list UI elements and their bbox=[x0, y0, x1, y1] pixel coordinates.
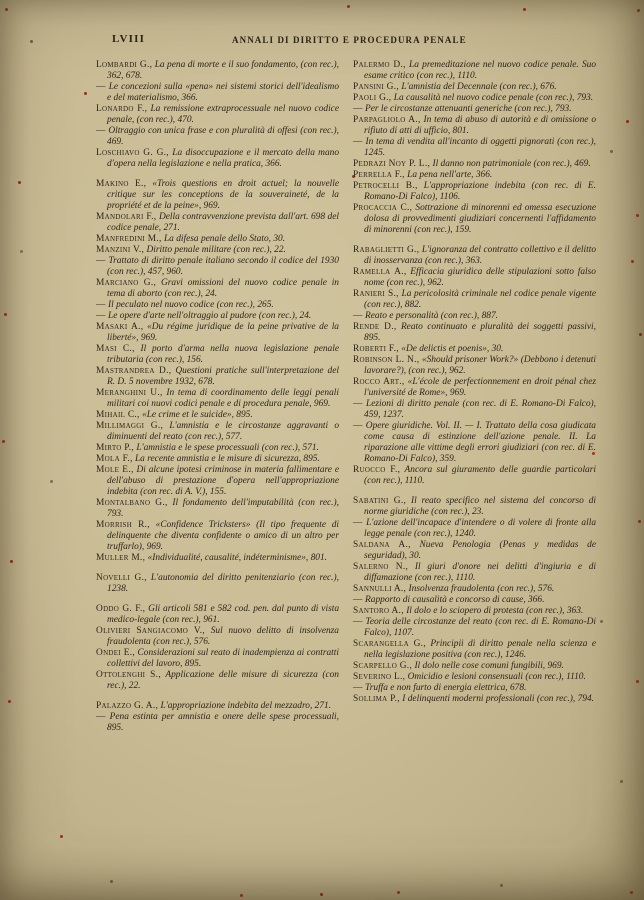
index-entry bbox=[96, 388, 339, 410]
entry-text: «Should prisoner Work?» (Debbono i detenuti lavorare?), (con rec.), 962. bbox=[364, 355, 596, 376]
index-entry bbox=[96, 454, 339, 465]
entry-author: Mirto P., bbox=[96, 443, 135, 453]
entry-text: La premeditazione nel nuovo codice penale. Suo esame critico (con rec.), 1110. bbox=[364, 60, 597, 81]
index-entry bbox=[353, 203, 596, 236]
index-entry bbox=[353, 421, 596, 465]
entry-author: Sollima P., bbox=[353, 694, 400, 704]
entry-author: Robinson L. N., bbox=[353, 355, 420, 365]
entry-author: Masi C., bbox=[96, 344, 135, 354]
entry-text: L'amnistia e le circostanze aggravanti o diminuenti del reato (con rec.), 577. bbox=[107, 421, 340, 442]
entry-author: Santoro A., bbox=[353, 606, 404, 616]
entry-text: L'ignoranza del contratto collettivo e il delitto di inosservanza (con rec.), 363. bbox=[364, 245, 597, 266]
index-entry bbox=[353, 496, 596, 518]
index-entry bbox=[96, 256, 339, 278]
entry-author: Marciano G., bbox=[96, 278, 157, 288]
index-entry bbox=[96, 104, 339, 126]
index-entry bbox=[353, 60, 596, 82]
entry-text: Omicidio e lesioni consensuali (con rec.), 1110. bbox=[407, 672, 586, 682]
index-entry bbox=[96, 604, 339, 626]
entry-text: L'appropriazione indebita del mezzadro, 271. bbox=[160, 701, 332, 711]
index-entry bbox=[353, 595, 596, 606]
entry-author: Rocco Art., bbox=[353, 377, 405, 387]
entry-author: Loschiavo G. G., bbox=[96, 148, 169, 158]
index-entry bbox=[353, 245, 596, 267]
entry-text: Applicazione delle misure di sicurezza (con rec.), 22. bbox=[107, 670, 339, 691]
entry-text: La pena nell'arte, 366. bbox=[407, 170, 493, 180]
entry-text: L'amnistia e le spese processuali (con rec.), 571. bbox=[136, 443, 319, 453]
entry-author: Palermo D., bbox=[353, 60, 406, 70]
entry-author: — bbox=[353, 421, 363, 431]
entry-author: Millimaggi G., bbox=[96, 421, 164, 431]
entry-text: I delinquenti moderni professionali (con rec.), 794. bbox=[402, 694, 595, 704]
entry-text: Insolvenza fraudolenta (con rec.), 576. bbox=[408, 584, 555, 594]
entry-text: Truffa e non furto di energia elettrica, 678. bbox=[365, 683, 527, 693]
entry-author: Saldana A., bbox=[353, 540, 411, 550]
entry-author: Sabatini G., bbox=[353, 496, 407, 506]
index-entry bbox=[96, 366, 339, 388]
index-entry bbox=[96, 712, 339, 734]
entry-text: Diritto penale militare (con rec.), 22. bbox=[146, 245, 286, 255]
index-entry bbox=[96, 573, 339, 595]
index-entry bbox=[96, 410, 339, 421]
index-entry bbox=[353, 115, 596, 137]
entry-text: Efficacia giuridica delle stipulazioni sotto falso nome (con rec.), 962. bbox=[364, 267, 596, 288]
entry-text: «Trois questions en droit actuel; la nouvelle critique sur les conceptions de la souveraineté, de la propriété et de la peine», 969. bbox=[107, 179, 339, 211]
index-entry bbox=[96, 670, 339, 692]
entry-author: — bbox=[96, 311, 106, 321]
entry-author: Pedrazi Noy P. L., bbox=[353, 159, 431, 169]
index-entry bbox=[353, 672, 596, 683]
entry-author: — bbox=[96, 256, 106, 266]
entry-text: La disoccupazione e il mercato della mano d'opera nella legislazione e nella pratica, 366. bbox=[107, 148, 340, 169]
entry-text: Lezioni di diritto penale (con rec. di E. Romano-Di Falco), 459, 1237. bbox=[364, 399, 596, 420]
index-entry bbox=[96, 520, 339, 553]
entry-text: Ancora sul giuramento delle guardie particolari (con rec.), 1110. bbox=[364, 465, 596, 486]
entry-text: La causalità nel nuovo codice penale (con rec.), 793. bbox=[393, 93, 594, 103]
entry-author: — bbox=[353, 617, 363, 627]
entry-author: Mola F., bbox=[96, 454, 133, 464]
index-entry bbox=[353, 104, 596, 115]
entry-author: Ruocco F., bbox=[353, 465, 401, 475]
index-entry bbox=[353, 170, 596, 181]
index-entry bbox=[353, 355, 596, 377]
entry-text: La difesa penale dello Stato, 30. bbox=[163, 234, 286, 244]
index-entry bbox=[96, 648, 339, 670]
entry-author: Makino E., bbox=[96, 179, 147, 189]
index-entry bbox=[96, 322, 339, 344]
entry-author: Meranghini U., bbox=[96, 388, 163, 398]
index-entry bbox=[96, 234, 339, 245]
entry-author: Manfredini M., bbox=[96, 234, 162, 244]
entry-text: Principii di diritto penale nella scienza e nella legislazione positiva (con rec.), 1246. bbox=[364, 639, 596, 660]
entry-author: Montalbano G., bbox=[96, 498, 168, 508]
entry-text: Trattato di diritto penale italiano secondo il codice del 1930 (con rec.), 457, 960. bbox=[107, 256, 339, 277]
entry-author: Ondei E., bbox=[96, 648, 136, 658]
entry-text: In tema di abuso di autorità e di omissione o rifiuto di atti di ufficio, 801. bbox=[364, 115, 597, 136]
entry-author: Severino L., bbox=[353, 672, 406, 682]
entry-text: Il fondamento dell'imputabilità (con rec.), 793. bbox=[107, 498, 339, 519]
entry-author: Mandolari F., bbox=[96, 212, 157, 222]
index-entry bbox=[353, 311, 596, 322]
index-column-left bbox=[96, 60, 339, 734]
entry-text: Sottrazione di minorenni ed omessa esecuzione dolosa di provvedimenti giudiziari concernenti l'affidamento di minorenni (con rec.), 159. bbox=[364, 203, 596, 235]
entry-author: Parpagliolo A., bbox=[353, 115, 421, 125]
running-title: ANNALI DI DIRITTO E PROCEDURA PENALE bbox=[232, 35, 467, 45]
entry-text: Le opere d'arte nell'oltraggio al pudore (con rec.), 24. bbox=[108, 311, 312, 321]
entry-text: L'amnistia del Decennale (con rec.), 676. bbox=[401, 82, 557, 92]
entry-text: Per le circostanze attenuanti generiche (con rec.), 793. bbox=[365, 104, 572, 114]
entry-author: Lombardi G., bbox=[96, 60, 153, 70]
entry-text: Oltraggio con unica frase e con pluralità di offesi (con rec.), 469. bbox=[107, 126, 339, 147]
entry-author: — bbox=[353, 683, 363, 693]
index-entry bbox=[96, 126, 339, 148]
index-entry bbox=[353, 289, 596, 311]
entry-text: Il giuri d'onore nei delitti d'ingiuria e di diffamazione (con rec.), 1110. bbox=[364, 562, 597, 583]
entry-text: Il reato specifico nel sistema del concorso di norme giuridiche (con rec.), 23. bbox=[364, 496, 596, 517]
entry-author: Mole E., bbox=[96, 465, 134, 475]
entry-text: Di alcune ipotesi criminose in materia fallimentare e dell'abuso di prestazione d'opera nell'appropriazione indebita (con rec. di A. V.), 155. bbox=[107, 465, 339, 497]
entry-author: — bbox=[96, 82, 106, 92]
entry-text: Questioni pratiche sull'interpretazione del R. D. 5 novembre 1932, 678. bbox=[107, 366, 339, 387]
entry-author: Oddo G. F., bbox=[96, 604, 146, 614]
index-entry bbox=[96, 701, 339, 712]
page-number: LVIII bbox=[112, 33, 146, 45]
entry-text: Considerazioni sul reato di inadempienza ai contratti collettivi del lavoro, 895. bbox=[107, 648, 339, 669]
entry-author: — bbox=[96, 126, 106, 136]
entry-text: Le concezioni sulla «pena» nei sistemi storici dell'idealismo e del materialismo, 366. bbox=[107, 82, 340, 103]
entry-text: La pena di morte e il suo fondamento, (con rec.), 362, 678. bbox=[107, 60, 339, 81]
index-entry bbox=[353, 93, 596, 104]
index-entry bbox=[96, 421, 339, 443]
entry-text: «Le crime et le suicide», 895. bbox=[142, 410, 253, 420]
entry-text: In tema di coordinamento delle leggi penali militari coi nuovi codici penale e di procedura penale, 969. bbox=[107, 388, 339, 409]
entry-text: «L'école de perfectionnement en droit pénal chez l'université de Rome», 969. bbox=[364, 377, 597, 398]
entry-text: L'azione dell'incapace d'intendere o di volere di fronte alla legge penale (con rec.), 1240. bbox=[364, 518, 597, 539]
index-entry bbox=[96, 498, 339, 520]
index-entry bbox=[96, 278, 339, 300]
index-entry bbox=[353, 694, 596, 705]
entry-author: Petrocelli B., bbox=[353, 181, 418, 191]
entry-text: La remissione extraprocessuale nel nuovo codice penale, (con rec.), 470. bbox=[107, 104, 340, 125]
index-entry bbox=[353, 606, 596, 617]
entry-author: Lonardo F., bbox=[96, 104, 148, 114]
entry-author: Palazzo G. A., bbox=[96, 701, 159, 711]
entry-text: In tema di vendita all'incanto di oggetti pignorati (con rec.), 1245. bbox=[364, 137, 597, 158]
index-entry bbox=[96, 179, 339, 212]
paper-dark-specks bbox=[0, 0, 3, 3]
entry-text: Il peculato nel nuovo codice (con rec.), 265. bbox=[108, 300, 274, 310]
entry-author: — bbox=[353, 399, 363, 409]
index-entry bbox=[353, 639, 596, 661]
entry-text: Della contravvenzione prevista dall'art. 698 del codice penale, 271. bbox=[107, 212, 340, 233]
index-entry bbox=[96, 626, 339, 648]
entry-text: Il dolo nelle cose comuni fungibili, 969. bbox=[414, 661, 564, 671]
index-entry bbox=[353, 465, 596, 487]
index-entry bbox=[353, 322, 596, 344]
entry-author: Pansini G., bbox=[353, 82, 400, 92]
entry-author: Ottolenghi S., bbox=[96, 670, 161, 680]
index-entry bbox=[96, 443, 339, 454]
index-entry bbox=[96, 300, 339, 311]
entry-author: — bbox=[353, 595, 363, 605]
index-entry bbox=[96, 553, 339, 564]
entry-author: Masaki A., bbox=[96, 322, 144, 332]
entry-author: Morrish R., bbox=[96, 520, 150, 530]
page-header bbox=[0, 33, 644, 49]
index-entry bbox=[96, 148, 339, 170]
entry-author: Novelli G., bbox=[96, 573, 147, 583]
entry-text: Reato continuato e pluralità dei soggetti passivi, 895. bbox=[364, 322, 597, 343]
entry-text: Gli articoli 581 e 582 cod. pen. dal punto di vista medico-legale (con rec.), 961. bbox=[107, 604, 340, 625]
entry-author: Mastrandrea D., bbox=[96, 366, 172, 376]
index-entry bbox=[96, 212, 339, 234]
entry-author: — bbox=[353, 137, 363, 147]
entry-author: — bbox=[353, 311, 363, 321]
entry-author: Ramella A., bbox=[353, 267, 407, 277]
index-entry bbox=[353, 82, 596, 93]
entry-text: Sul nuovo delitto di insolvenza fraudolenta (con rec.), 576. bbox=[107, 626, 339, 647]
entry-text: L'appropriazione indebita (con rec. di E. Romano-Di Falco), 1106. bbox=[364, 181, 596, 202]
entry-text: Reato e personalità (con rec.), 887. bbox=[365, 311, 498, 321]
entry-text: Il porto d'arma nella nuova legislazione penale tributaria (con rec.), 156. bbox=[107, 344, 339, 365]
index-entry bbox=[353, 399, 596, 421]
index-entry bbox=[353, 267, 596, 289]
entry-text: La pericolosità criminale nel codice penale vigente (con rec.), 882. bbox=[364, 289, 597, 310]
entry-author: Rabaglietti G., bbox=[353, 245, 420, 255]
index-entry bbox=[353, 181, 596, 203]
entry-text: Opere giuridiche. Vol. II. — I. Trattato della cosa giudicata come causa di estinzione dell'azione penale. II. La riparazione alle vittime degli errori giudiziari (con rec. di E. Romano-Di Falco), 359. bbox=[364, 421, 596, 464]
entry-text: «Du régime juridique de la peine privative de la liberté», 969. bbox=[107, 322, 339, 343]
index-entry bbox=[353, 137, 596, 159]
entry-text: L'autonomia del diritto penitenziario (con rec.), 1238. bbox=[107, 573, 339, 594]
index-entry bbox=[353, 661, 596, 672]
entry-text: Pena estinta per amnistia e onere delle spese processuali, 895. bbox=[107, 712, 340, 733]
entry-author: Paoli G., bbox=[353, 93, 392, 103]
entry-author: — bbox=[96, 300, 106, 310]
entry-author: Muller M., bbox=[96, 553, 146, 563]
index-entry bbox=[96, 344, 339, 366]
entry-text: «De delictis et poenis», 30. bbox=[401, 344, 504, 354]
entry-text: «Confidence Tricksters» (Il tipo frequente di delinquente che diventa confidente o amico di un altro per truffarlo), 969. bbox=[107, 520, 339, 552]
index-entry bbox=[96, 245, 339, 256]
index-entry bbox=[353, 584, 596, 595]
index-entry bbox=[96, 60, 339, 82]
entry-author: — bbox=[353, 518, 363, 528]
entry-author: Scarangella G., bbox=[353, 639, 426, 649]
entry-author: Olivieri Sangiacomo V., bbox=[96, 626, 206, 636]
entry-author: Rende D., bbox=[353, 322, 397, 332]
index-entry bbox=[353, 540, 596, 562]
entry-text: «Individualité, causalité, indéterminisme», 801. bbox=[147, 553, 328, 563]
index-columns bbox=[96, 60, 596, 734]
entry-text: Gravi omissioni del nuovo codice penale in tema di aborto (con rec.), 24. bbox=[107, 278, 339, 299]
entry-text: Nueva Penologia (Penas y medidas de seguridad), 30. bbox=[364, 540, 596, 561]
index-column-right bbox=[353, 60, 596, 734]
entry-text: Il dolo e lo sciopero di protesta (con rec.), 363. bbox=[406, 606, 584, 616]
entry-author: Perrella F., bbox=[353, 170, 405, 180]
entry-author: Scarpello G., bbox=[353, 661, 413, 671]
index-entry bbox=[96, 465, 339, 498]
entry-author: Salerno N., bbox=[353, 562, 409, 572]
index-entry bbox=[353, 518, 596, 540]
index-entry bbox=[353, 344, 596, 355]
entry-author: Roberti F., bbox=[353, 344, 399, 354]
entry-author: Mihail C., bbox=[96, 410, 140, 420]
entry-author: Manzini V., bbox=[96, 245, 145, 255]
entry-author: Sannulli A., bbox=[353, 584, 407, 594]
entry-author: — bbox=[96, 712, 106, 722]
index-entry bbox=[96, 82, 339, 104]
index-entry bbox=[353, 617, 596, 639]
index-entry bbox=[353, 683, 596, 694]
entry-author: Ranieri S., bbox=[353, 289, 399, 299]
index-entry bbox=[96, 311, 339, 322]
paper-red-specks bbox=[0, 0, 3, 3]
entry-text: Il danno non patrimoniale (con rec.), 469. bbox=[432, 159, 591, 169]
entry-author: — bbox=[353, 104, 363, 114]
entry-text: La recente amnistia e le misure di sicurezza, 895. bbox=[134, 454, 320, 464]
entry-text: Rapporto di causalità e concorso di cause, 366. bbox=[365, 595, 545, 605]
index-entry bbox=[353, 159, 596, 170]
index-entry bbox=[353, 562, 596, 584]
index-entry bbox=[353, 377, 596, 399]
entry-author: Procaccia C., bbox=[353, 203, 413, 213]
entry-text: Teoria delle circostanze del reato (con rec. di E. Romano-Di Falco), 1107. bbox=[364, 617, 596, 638]
